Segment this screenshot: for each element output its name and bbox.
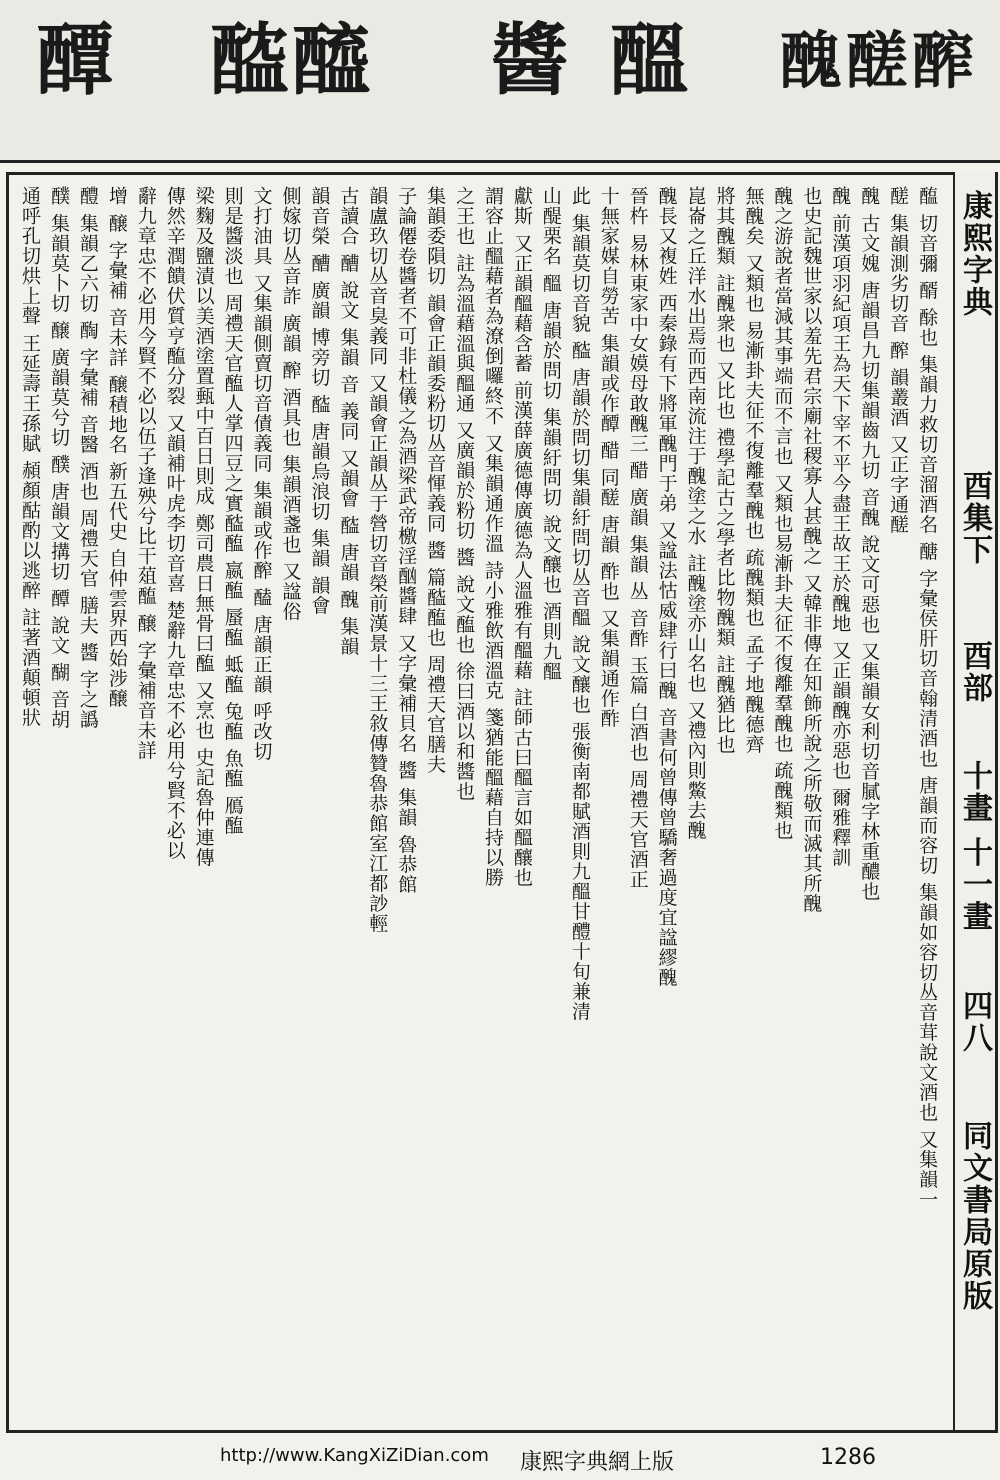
text-column: 側嫁切丛音詐 廣韻 醡 酒具也 集韻酒盞也 又諡俗 [279, 186, 302, 622]
seal-glyph: 醰 [36, 15, 119, 106]
seal-glyph: 醜醝醡 [780, 24, 979, 97]
text-column: 傳然辛潤饋伏質亨醢分裂 又韻補叶虎李切音喜 楚辭九章忠不必用兮賢不必以 [163, 186, 186, 861]
text-column: 晉杵 易林東家中女嫫母敢醜三 醋 廣韻 集韻 丛 音酢 玉篇 白酒也 周禮天官酒正 [626, 186, 649, 890]
text-column: 子論僊卷醬者不可非杜儀之為酒梁武帝檄淫酗醬肆 又字彙補貝名 醬 集韻 魯恭館 [395, 186, 418, 895]
text-column: 醜之游說者當減其事端而不言也 又類也易漸卦夫征不復離羣醜也 疏醜類也 [771, 186, 794, 841]
footer-url: http://www.KangXiZiDian.com [220, 1445, 489, 1466]
text-column: 醴 集韻乙六切 醄 字彙補 音醫 酒也 周禮天官 膳夫 醬 字之譌 [76, 186, 99, 730]
text-column: 梁麴及鹽漬以美酒塗置甀中百日則成 鄭司農日無骨曰醢 又烹也 史記魯仲連傳 [192, 186, 215, 868]
text-column: 增 醸 字彙補 音未詳 醸積地名 新五代史 自仲雲界西始涉醸 [105, 186, 128, 709]
seal-script-band [0, 0, 1000, 163]
volume-label: 酉集下 [957, 470, 992, 566]
text-column: 崑崙之丘洋水出焉而西南流注于醜塗之水 註醜塗亦山名也 又禮內則鱉去醜 [684, 186, 707, 841]
text-column: 古讀合 醩 說文 集韻 音 義同 又韻會 醓 唐韻 醜 集韻 [337, 186, 360, 657]
seal-glyph: 醓醯 [210, 15, 375, 106]
text-column: 韻盧玖切丛音臭義同 又韻會正韻丛于營切音榮前漢景十三王敘傳贊魯恭館室江都訬輕 [366, 186, 389, 934]
text-column: 醜長又複姓 西秦錄有下將軍醜門于弟 又諡法怙威肆行曰醜 音書何曾傳曾驕奢過度宜諡繆醜 [655, 186, 678, 988]
publisher-label: 同文書局原版 [957, 1120, 992, 1312]
text-column: 醜 前漢項羽紀項王為天下宰不平今盡王故王於醜地 又正韻醜亦惡也 爾雅釋訓 [829, 186, 852, 868]
seal-glyph: 醞 [610, 15, 693, 106]
text-column: 通呼孔切烘上聲 王延壽王孫賦 頳顏酤酌以逃醉 註著酒顛頓狀 [19, 186, 41, 728]
text-column: 醝 集韻測劣切音 醡 韻叢酒 又正字通醝 [887, 186, 910, 535]
text-column: 醜 古文媿 唐韻昌九切集韻齒九切 音醜 說文可惡也 又集韻女利切音膩字林重醲也 [858, 186, 881, 902]
dictionary-title: 康熙字典 [957, 190, 992, 318]
footer-page-number: 1286 [820, 1445, 876, 1470]
text-column: 韻音榮 醩 廣韻 博旁切 醓 唐韻烏浪切 集韻 韻會 [308, 186, 331, 616]
text-column: 謂容止醞藉者為潦倒囉終不 又集韻通作溫 詩小雅飲酒溫克 箋猶能醞藉自持以勝 [482, 186, 504, 888]
text-column: 十無家媒自勞苦 集韻或作醰 醋 同醝 唐韻 酢也 又集韻通作酢 [597, 186, 620, 729]
radical-label: 酉部 [957, 640, 992, 704]
stroke-section-label: 十畫 十一畫 [957, 760, 992, 933]
page-number-label: 四八 [957, 990, 992, 1054]
text-column: 山醍栗名 醞 唐韻於問切 集韻紆問切 說文釀也 酒則九醞 [539, 186, 562, 682]
text-column: 將其醜類 註醜衆也 又比也 禮學記古之學者比物醜類 註醜猶比也 [713, 186, 736, 755]
text-column: 也史記魏世家以羞先君宗廟社稷寡人甚醜之 又韓非傳在知飾所說之所敬而滅其所醜 [800, 186, 823, 914]
text-column: 則是醬淡也 周禮天官醢人掌四豆之實醓醢 嬴醢 蜃醢 蚳醢 兔醢 魚醢 鴈醢 [221, 186, 244, 836]
seal-glyph: 醬 [490, 15, 573, 106]
text-column: 醢 切音彌 醑 酴也 集韻力救切音溜酒名 醣 字彙侯肝切音翰清酒也 唐韻而容切 集韻如容切丛音茸說文酒也 又集韻一 [916, 186, 939, 1210]
text-column: 之王也 註為溫藉溫與醞通 又廣韻於粉切 醬 說文醢也 徐曰酒以和醬也 [453, 186, 476, 802]
text-column: 醭 集韻莫卜切 醸 廣韻莫兮切 醭 唐韻文搆切 醰 說文 醐 音胡 [47, 186, 70, 730]
text-column: 此 集韻莫切音貌 醓 唐韻於問切集韻紆問切丛音醞 說文釀也 張衡南都賦酒則九醞甘醴十旬兼清 [568, 186, 591, 1022]
text-column: 辭九章忠不必用今賢不必以伍子逢殃兮比干葅醢 醸 字彙補音未詳 [134, 186, 157, 761]
footer [0, 1435, 1000, 1475]
text-column: 文打油具 又集韻側賣切音債義同 集韻或作醡 醘 唐韻正韻 呼改切 [250, 186, 273, 762]
text-column: 無醜矣 又類也 易漸卦夫征不復離羣醜也 疏醜類也 孟子地醜德齊 [742, 186, 765, 755]
text-column: 集韻委隕切 韻會正韻委粉切丛音惲義同 醬 篇醓醢也 周禮天官膳夫 [424, 186, 447, 775]
footer-site-name: 康熙字典網上版 [520, 1450, 675, 1475]
text-column: 獻斯 又正韻醞藉含蓄 前漢薛廣德傳廣德為人溫雅有醞藉 註師古曰醞言如醞釀也 [510, 186, 533, 888]
